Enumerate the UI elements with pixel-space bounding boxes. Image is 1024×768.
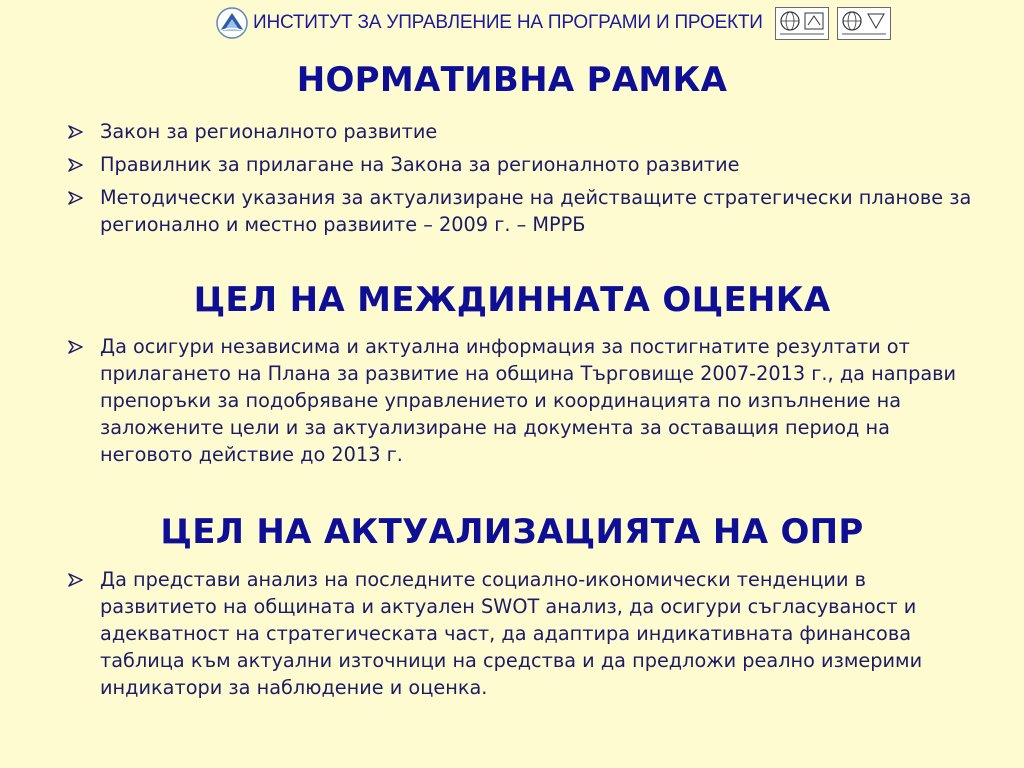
arrow-bullet-icon	[68, 158, 84, 172]
arrow-bullet-icon	[68, 340, 84, 354]
section-title-interim-evaluation: ЦЕЛ НА МЕЖДИННАТА ОЦЕНКА	[193, 280, 831, 320]
list-item-text: Правилник за прилагане на Закона за регионалното развитие	[100, 153, 740, 176]
triangle-mountain-logo-icon	[216, 7, 248, 39]
update-goal-list	[68, 566, 988, 707]
section-title-normative-framework: НОРМАТИВНА РАМКА	[296, 60, 728, 100]
list-item-text: Закон за регионалното развитие	[100, 120, 438, 143]
header	[216, 6, 899, 40]
list-item-text: Да осигури независима и актуална информация за постигнатите резултати от прилагането на Плана за развитие на община Търговище 2007-2013 г., да направи препоръки за подобряване управлението и координацията по изпълнение на заложените цели и за актуализиране на документа за оставащия период на неговото действие до 2013 г.	[100, 335, 957, 466]
list-item-text: Да представи анализ на последните социално-икономически тенденции в развитието на общината и актуален SWOT анализ, да осигури съгласуваност и адекватност на стратегическата част, да адаптира индикативната финансова таблица към актуални източници на средства и да предложи реално измерими индикатори за наблюдение и оценка.	[100, 568, 923, 699]
arrow-bullet-icon	[68, 191, 84, 205]
institute-name: ИНСТИТУТ ЗА УПРАВЛЕНИЕ НА ПРОГРАМИ И ПРОЕКТИ	[253, 12, 763, 33]
section-title-update-goal: ЦЕЛ НА АКТУАЛИЗАЦИЯТА НА ОПР	[160, 512, 864, 552]
list-item-text: Методически указания за актуализиране на действащите стратегически планове за регионално и местно развиите – 2009 г. – МРРБ	[100, 186, 972, 236]
interim-evaluation-list	[68, 333, 988, 474]
ukas-certification-icon	[837, 7, 891, 40]
arrow-bullet-icon	[68, 125, 84, 139]
list-item	[68, 184, 988, 238]
list-item	[68, 118, 988, 145]
normative-framework-list	[68, 118, 988, 244]
list-item	[68, 151, 988, 178]
list-item	[68, 566, 988, 701]
list-item	[68, 333, 988, 468]
certification-badges	[775, 7, 899, 40]
iso-certification-icon	[775, 7, 829, 40]
arrow-bullet-icon	[68, 573, 84, 587]
